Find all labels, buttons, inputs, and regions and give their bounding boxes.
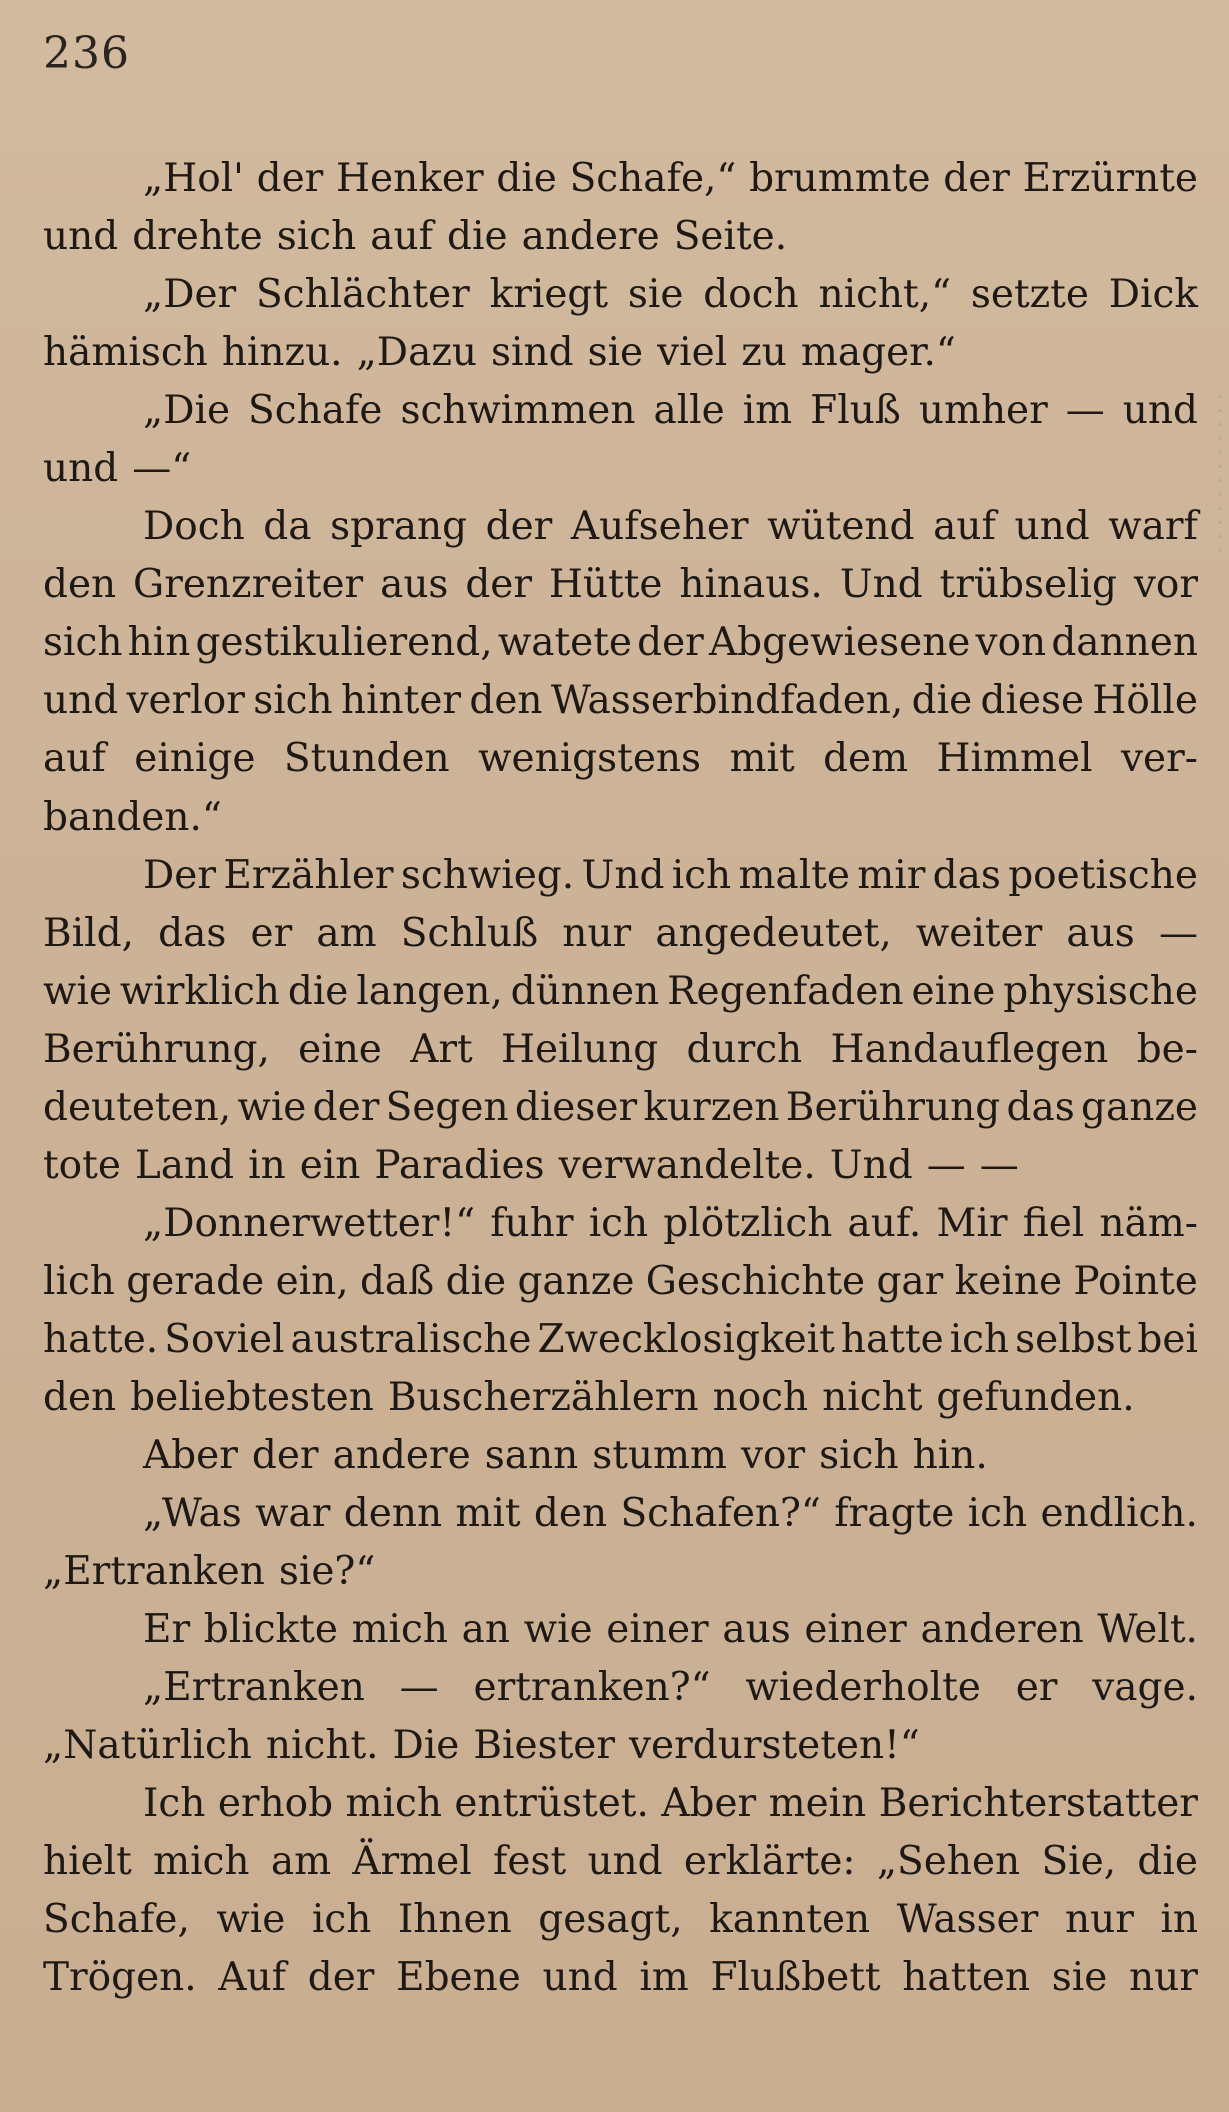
word: die [287,968,349,1014]
word: ich [967,1491,1028,1537]
word: Schluß [400,910,539,956]
word: mich [153,1839,250,1885]
word: der [637,620,704,666]
word: Berührung, [43,1026,270,1072]
word: und [1122,388,1198,434]
word: langen, [356,968,503,1014]
word: die [1137,1839,1198,1885]
word: auf [370,214,434,260]
word: von [975,620,1047,666]
text-line [43,730,1198,788]
word: hatte. [43,1316,159,1362]
word: dieser [514,1084,638,1130]
word: dünnen [510,968,660,1014]
word: und [1014,504,1090,550]
word: setzte [970,272,1089,318]
word: „Sehen [876,1839,1021,1885]
word: „Die [143,388,231,434]
word: Schafe [248,388,383,434]
word: dannen [1051,620,1198,666]
word: Ich [143,1781,206,1827]
word: Seite. [673,214,788,260]
word: Soviel [164,1316,285,1362]
word: hin [127,620,191,666]
word: einer [804,1607,907,1653]
word: mager.“ [800,330,956,376]
word: der [312,1084,380,1130]
word: wiederholte [745,1665,981,1711]
word: wie [523,1607,593,1653]
word: das [932,852,1001,898]
word: — [979,1142,1019,1188]
word: ich [949,1316,1010,1362]
word: Aber [143,1433,238,1479]
word: hin. [912,1433,988,1479]
word: Pointe [1073,1258,1198,1304]
text-line [43,440,1198,498]
word: — [1065,388,1105,434]
text-line [43,614,1198,672]
word: das [158,910,227,956]
word: banden.“ [43,794,222,840]
text-line [43,208,1198,266]
word: nicht,“ [818,272,952,318]
word: am [316,910,377,956]
text-line [43,789,1198,847]
word: Und [839,562,923,608]
word: Und [581,852,665,898]
word: im [639,1955,689,2001]
word: hinter [340,678,462,724]
word: hämisch [43,330,208,376]
word: malte [738,852,850,898]
word: vor [1133,562,1198,608]
word: hatten [902,1955,1031,2001]
word: Bild, [43,910,134,956]
word: Aufseher [570,504,749,550]
word: Aber [661,1781,757,1827]
text-line [43,1543,1198,1601]
text-line [43,1601,1198,1659]
word: und [542,1955,618,2001]
word: sprang [330,504,468,550]
word: Ebene [396,1955,521,2001]
word: „Ertranken [43,1549,265,1595]
word: lich [43,1258,115,1304]
word: durch [686,1026,803,1072]
word: näm- [1099,1200,1198,1246]
word: „Donnerwetter!“ [143,1200,476,1246]
word: ein [299,1142,361,1188]
text-line [43,266,1198,324]
word: plötzlich [663,1200,833,1246]
word: fiel [1022,1200,1085,1246]
word: sie [587,330,644,376]
text-line [43,1775,1198,1833]
word: sann [484,1433,579,1479]
word: ich [311,1897,372,1943]
word: auf. [847,1200,922,1246]
word: Welt. [1097,1607,1198,1653]
word: erklärte: [683,1839,856,1885]
text-line [43,1717,1198,1775]
word: Segen [385,1084,509,1130]
body-text [43,150,1198,2008]
word: — [399,1665,439,1711]
word: „Natürlich [43,1723,252,1769]
word: physische [1003,968,1198,1014]
word: der [307,1955,375,2001]
word: Ärmel [352,1839,472,1885]
word: eine [298,1026,382,1072]
word: vor [741,1433,806,1479]
word: fest [492,1839,567,1885]
word: doch [703,272,799,318]
text-line [43,556,1198,614]
word: Land [134,1142,235,1188]
word: deuteten, [43,1084,232,1130]
word: an [461,1607,511,1653]
word: — [926,1142,966,1188]
text-line [43,1369,1198,1427]
word: kurzen [643,1084,780,1130]
word: nur [1064,1897,1134,1943]
word: Hölle [1092,678,1198,724]
text-line [43,382,1198,440]
word: angedeutet, [655,910,892,956]
word: den [469,678,543,724]
word: wie [237,1084,307,1130]
word: drehte [132,214,263,260]
word: Art [410,1026,473,1072]
word: Mir [936,1200,1008,1246]
word: nicht [822,1374,923,1420]
word: „Hol' [143,156,244,201]
word: Himmel [936,736,1093,782]
word: wenigstens [478,736,702,782]
word: mir [857,852,926,898]
word: ertranken?“ [473,1665,711,1711]
word: anderen [920,1607,1084,1653]
word: vage. [1092,1665,1198,1711]
word: hinaus. [679,562,823,608]
word: Schafe,“ [569,156,737,201]
word: Berührung [785,1084,1001,1130]
word: kannten [709,1897,871,1943]
word: gerade [126,1258,265,1304]
word: den [533,1491,608,1537]
text-line [43,963,1198,1021]
word: Schafe, [43,1897,190,1943]
word: Flußbett [710,1955,881,2001]
word: Er [143,1607,191,1653]
word: einer [606,1607,709,1653]
word: fuhr [490,1200,574,1246]
word: ganze [1081,1084,1198,1130]
word: „Was [143,1491,242,1537]
word: auf [933,504,996,550]
word: trübselig [939,562,1117,608]
word: Paradies [374,1142,545,1188]
word: in [248,1142,286,1188]
word: er [250,910,293,956]
word: sind [490,330,574,376]
text-line [43,1253,1198,1311]
word: mein [768,1781,867,1827]
word: die [445,1258,507,1304]
word: der [465,562,533,608]
word: mich [345,1781,442,1827]
word: hatte [840,1316,944,1362]
word: australische [290,1316,532,1362]
word: Sie, [1041,1839,1117,1885]
word: umher [918,388,1048,434]
word: selbst [1015,1316,1132,1362]
word: ein, [275,1258,349,1304]
word: bei [1137,1316,1198,1362]
word: verdursteten!“ [629,1723,920,1769]
word: der [943,156,1010,201]
word: noch [712,1374,809,1420]
word: Trögen. [43,1955,197,2001]
word: im [742,388,793,434]
word: gefunden. [936,1374,1135,1420]
word: tote [43,1142,121,1188]
word: Grenzreiter [133,562,364,608]
word: Erzürnte [1022,156,1198,201]
word: entrüstet. [454,1781,649,1827]
word: Heilung [500,1026,659,1072]
word: ganze [517,1258,635,1304]
text-line [43,1659,1198,1717]
word: andere [332,1433,471,1479]
word: der [485,504,553,550]
word: wütend [767,504,915,550]
word: wie [43,968,112,1014]
word: sie [627,272,684,318]
word: Und [829,1142,913,1188]
word: zu [741,330,787,376]
word: die [447,214,508,260]
text-line [43,1485,1198,1543]
word: war [255,1491,331,1537]
word: schwieg. [400,852,575,898]
word: watete [497,620,632,666]
word: ich [588,1200,649,1246]
text-line [43,1949,1198,2007]
word: aus [1066,910,1135,956]
word: „Ertranken [143,1665,365,1711]
word: nur [562,910,632,956]
text-line [43,1079,1198,1137]
word: — [1158,910,1198,956]
text-line [43,150,1198,208]
word: aus [380,562,449,608]
text-line [43,1891,1198,1949]
word: mich [351,1607,448,1653]
word: ich [671,852,732,898]
word: sich [253,678,333,724]
word: in [1160,1897,1198,1943]
word: Doch [143,504,245,550]
text-line [43,498,1198,556]
word: Schlächter [256,272,470,318]
word: poetische [1008,852,1198,898]
word: einige [134,736,256,782]
word: be- [1136,1026,1198,1072]
word: diese [980,678,1085,724]
word: weiter [915,910,1043,956]
word: Biester [473,1723,615,1769]
word: brummte [749,156,931,201]
paper-texture-mark [1218,395,1221,555]
word: der [256,156,324,201]
text-line [43,905,1198,963]
word: das [1006,1084,1075,1130]
word: fragte [834,1491,955,1537]
word: Hütte [548,562,663,608]
word: nicht. [265,1723,379,1769]
word: die [496,156,557,201]
word: dem [823,736,909,782]
word: da [263,504,312,550]
text-line [43,1833,1198,1891]
word: Berichterstatter [878,1781,1198,1827]
word: Ihnen [397,1897,512,1943]
word: —“ [132,446,192,492]
word: aus [722,1607,791,1653]
word: auf [43,736,106,782]
word: mit [455,1491,521,1537]
word: eine [911,968,996,1014]
word: andere [521,214,660,260]
word: hinzu. [221,330,343,376]
word: sie?“ [278,1549,376,1595]
word: Auf [218,1955,287,2001]
word: Dick [1108,272,1198,318]
text-line [43,672,1198,730]
word: keine [954,1258,1063,1304]
word: gar [876,1258,944,1304]
word: Der [143,852,216,898]
word: denn [343,1491,443,1537]
text-line [43,1137,1198,1195]
text-line [43,847,1198,905]
word: Abgewiesene [708,620,971,666]
word: am [270,1839,332,1885]
text-line [43,324,1198,382]
text-line [43,1195,1198,1253]
word: hielt [43,1839,132,1885]
word: und [43,678,119,724]
word: beliebtesten [130,1374,374,1420]
word: wie [216,1897,286,1943]
word: Geschichte [645,1258,866,1304]
word: verlor [126,678,245,724]
word: stumm [592,1433,727,1479]
word: den [43,562,117,608]
word: blickte [203,1607,338,1653]
word: schwimmen [400,388,636,434]
word: gestikulierend, [195,620,493,666]
word: Die [392,1723,460,1769]
word: erhob [217,1781,334,1827]
word: Erzähler [223,852,394,898]
word: Zwecklosigkeit [537,1316,835,1362]
word: daß [359,1258,435,1304]
word: alle [653,388,725,434]
word: warf [1108,504,1198,550]
word: und [43,446,119,492]
word: und [587,1839,663,1885]
text-line [43,1021,1198,1079]
word: sich [819,1433,899,1479]
word: kriegt [489,272,609,318]
word: er [1015,1665,1058,1711]
word: ver- [1120,736,1198,782]
word: verwandelte. [558,1142,816,1188]
word: sie [1051,1955,1108,2001]
word: Stunden [283,736,450,782]
word: Buscherzählern [387,1374,699,1420]
word: Handauflegen [830,1026,1109,1072]
word: der [251,1433,319,1479]
page-number: 236 [43,28,130,79]
word: mit [729,736,795,782]
text-line [43,1311,1198,1369]
word: wirklich [119,968,280,1014]
word: Henker [336,156,484,201]
word: endlich. [1040,1491,1198,1537]
word: und [43,214,119,260]
word: viel [657,330,728,376]
text-line [43,1427,1198,1485]
word: die [911,678,973,724]
word: Schafen?“ [620,1491,821,1537]
word: „Dazu [356,330,477,376]
word: sich [43,620,123,666]
word: gesagt, [538,1897,683,1943]
word: Regenfaden [667,968,904,1014]
word: Fluß [810,388,901,434]
word: den [43,1374,117,1420]
word: nur [1129,1955,1198,2001]
word: Wasser [896,1897,1039,1943]
word: sich [276,214,357,260]
word: Wasserbindfaden, [550,678,904,724]
word: „Der [143,272,237,318]
